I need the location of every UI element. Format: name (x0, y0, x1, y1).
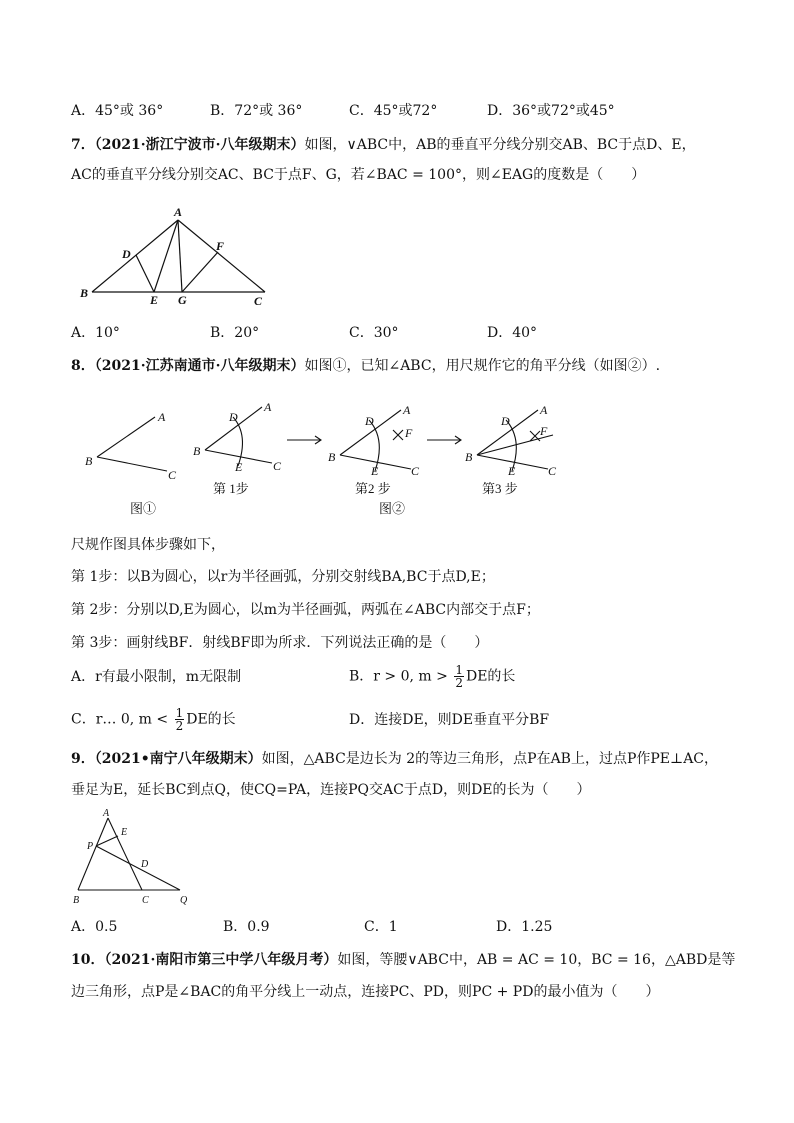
q8-step3-label-e: E (508, 464, 516, 478)
q8-fig1-label-c: C (168, 468, 177, 482)
q8-option-b (349, 664, 515, 689)
q7-label-c: C (254, 294, 263, 308)
q9-label-b: B (73, 895, 80, 906)
q8-caption-fig1: 图① (130, 501, 157, 516)
q7-option-d: D．40° (487, 325, 538, 341)
q7-label-f: F (216, 239, 225, 253)
q7-line-1 (71, 135, 696, 155)
q9-label-q: Q (180, 895, 188, 906)
q10-source: 10．（2021·南阳市第三中学八年级月考） (71, 952, 338, 968)
q8-step2-label-e: E (371, 464, 379, 478)
q8-step3-label-a: A (540, 403, 548, 417)
q8-figure (75, 395, 575, 520)
q8-option-b-pre: B．r > 0, m > (349, 668, 448, 685)
q8-step3-label-c: C (548, 464, 557, 478)
q7-text-1: 如图，∨ABC中，AB的垂直平分线分别交AB、BC于点D、E， (304, 137, 696, 153)
q9-label-a: A (103, 808, 110, 819)
q6-option-c: C．45°或72° (349, 103, 438, 119)
q8-option-c-post: DE的长 (186, 711, 236, 728)
q8-step1-label-b: B (193, 444, 201, 458)
q7-line-2: AC的垂直平分线分别交AC、BC于点F、G，若∠BAC = 100°，则∠EAG的度数是（ ） (71, 167, 646, 183)
q9-label-e: E (121, 827, 128, 838)
q8-step-1-text: 第 1步：以B为圆心，以r为半径画弧，分别交射线BA,BC于点D,E； (71, 569, 495, 585)
q8-step1-label-c: C (273, 459, 282, 473)
q9-option-d: D．1.25 (496, 919, 553, 935)
q9-option-b: B．0.9 (223, 919, 270, 935)
q8-step3-label-f: F (540, 424, 548, 438)
q8-option-b-fraction (454, 664, 464, 689)
q9-text-1: 如图，△ABC是边长为 2的等边三角形，点P在AB上，过点P作PE⊥AC， (261, 751, 719, 767)
q7-label-b: B (80, 286, 89, 300)
q8-option-d: D．连接DE，则DE垂直平分BF (349, 712, 550, 728)
q8-step1-label-a: A (264, 400, 272, 414)
q7-segment-fg (182, 252, 218, 292)
q8-step2-label-a: A (403, 403, 411, 417)
q8-caption-step2: 第2 步 (355, 481, 391, 496)
q8-step2-cross-arcs (393, 430, 403, 440)
q8-steps-title: 尺规作图具体步骤如下， (71, 537, 225, 553)
q8-line-1 (71, 356, 660, 376)
q6-option-a: A．45°或 36° (71, 103, 164, 119)
q9-label-p: P (87, 841, 94, 852)
q9-label-c: C (142, 895, 149, 906)
q8-step-2-text: 第 2步：分别以D,E为圆心，以m为半径画弧，两弧在∠ABC内部交于点F； (71, 602, 540, 618)
q7-segment-de (136, 255, 154, 292)
q10-text-1: 如图，等腰∨ABC中，AB = AC = 10，BC = 16，△ABD是等 (337, 952, 736, 968)
q7-option-b: B．20° (210, 325, 260, 341)
q8-caption-step1: 第 1步 (213, 481, 249, 496)
q9-label-d: D (141, 859, 149, 870)
q7-segment-ab (92, 220, 178, 292)
q10-line-1 (71, 950, 735, 970)
q8-step3-label-b: B (465, 450, 473, 464)
q7-option-a: A．10° (71, 325, 120, 341)
q8-step1-label-e: E (235, 460, 243, 474)
q7-label-g: G (178, 293, 187, 307)
q9-option-a: A．0.5 (71, 919, 118, 935)
q8-fig1-ray-ba (97, 417, 155, 457)
q7-label-d: D (122, 247, 131, 261)
q8-option-c-pre: C．r… 0, m < (71, 711, 169, 728)
q8-caption-step3: 第3 步 (482, 481, 518, 496)
q9-segment-ab (78, 818, 108, 890)
q8-step2-label-d: D (365, 414, 374, 428)
q9-segment-pq (96, 846, 180, 890)
q9-option-c: C．1 (364, 919, 398, 935)
q7-figure (70, 200, 280, 310)
q8-option-b-frac-den: 2 (455, 676, 463, 690)
q7-label-a: A (174, 205, 183, 219)
q8-option-a: A．r有最小限制，m无限制 (71, 669, 242, 685)
q8-option-c-fraction (175, 707, 185, 732)
q8-source: 8．（2021·江苏南通市·八年级期末） (71, 358, 305, 374)
q8-caption-fig2: 图② (379, 501, 406, 516)
q8-option-c (71, 707, 236, 732)
q8-step3-label-d: D (501, 414, 510, 428)
q8-step2-label-f: F (405, 426, 413, 440)
q8-step-3-text: 第 3步：画射线BF．射线BF即为所求．下列说法正确的是（ ） (71, 635, 489, 651)
q8-text-1: 如图①，已知∠ABC，用尺规作它的角平分线（如图②）. (304, 358, 661, 374)
q8-step2-label-b: B (328, 450, 336, 464)
q8-step1-label-d: D (229, 410, 238, 424)
q9-source: 9．（2021•南宁八年级期末） (71, 751, 262, 767)
q8-option-b-post: DE的长 (465, 668, 516, 685)
q7-label-e: E (150, 293, 159, 307)
q7-option-c: C．30° (349, 325, 399, 341)
q9-figure (70, 808, 200, 908)
q8-fig1-label-b: B (85, 454, 93, 468)
q8-fig1-label-a: A (158, 410, 166, 424)
q8-option-c-frac-num: 1 (175, 706, 184, 720)
q9-line-2: 垂足为E，延长BC到点Q，使CQ=PA，连接PQ交AC于点D，则DE的长为（ ） (71, 782, 591, 798)
q6-option-d: D．36°或72°或45° (487, 103, 615, 119)
q8-fig1-ray-bc (97, 457, 167, 471)
q6-option-b: B．72°或 36° (210, 103, 303, 119)
q7-segment-ag (178, 220, 182, 292)
q9-line-1 (71, 749, 718, 769)
q8-option-c-frac-den: 2 (175, 719, 184, 733)
q8-step1-arc (233, 417, 242, 466)
q7-source: 7．（2021·浙江宁波市·八年级期末） (71, 137, 305, 153)
q8-step2-label-c: C (411, 464, 420, 478)
q8-option-b-frac-num: 1 (455, 663, 463, 677)
q10-line-2: 边三角形，点P是∠BAC的角平分线上一动点，连接PC、PD，则PC + PD的最小值为（ ） (71, 984, 660, 1000)
